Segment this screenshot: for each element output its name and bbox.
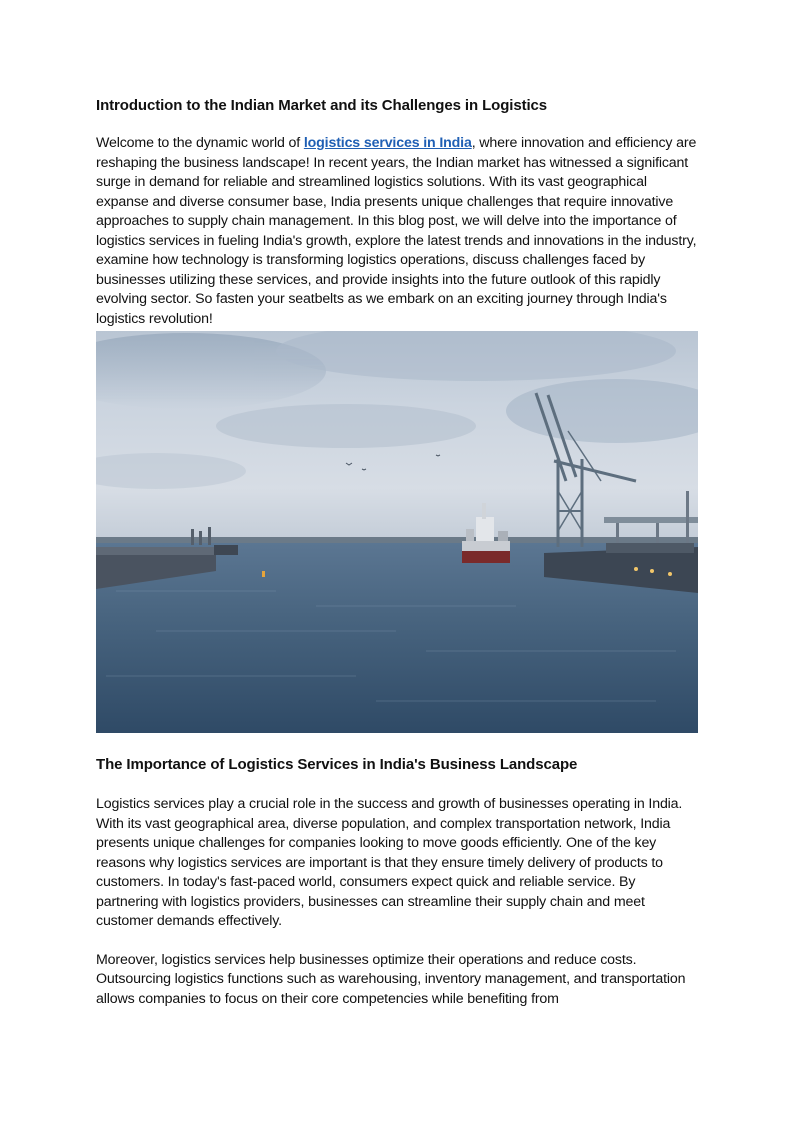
intro-text-end: , where innovation and efficiency are reshaping the business landscape! In recent years, the Indian market has witnessed a significant surge in demand for reliable and streamlined logistics solutions. With its vast geographical expanse and diverse consumer base, India presents unique challenges that require innovative approaches to supply chain management. In this blog post, we will delve into the importance of logistics services in fueling India's growth, explore the latest trends and innovations in the industry, examine how technology is transforming logistics operations, discuss challenges faced by businesses utilizing these services, and provide insights into the future outlook of this rapidly evolving sector. So fasten your seatbelts as we embark on an exciting journey through India's logistics revolution! xyxy=(96,135,697,327)
intro-paragraph xyxy=(96,134,698,329)
importance-paragraph-2: Moreover, logistics services help businesses optimize their operations and reduce costs. Outsourcing logistics functions such as warehousing, inventory management, and transportation allows companies to focus on their core competencies while benefiting from xyxy=(96,951,686,1007)
section-heading-intro: Introduction to the Indian Market and its Challenges in Logistics xyxy=(96,97,548,114)
buoy xyxy=(262,571,265,577)
port-harbor-photo xyxy=(96,331,698,733)
section-heading-importance: The Importance of Logistics Services in India's Business Landscape xyxy=(96,756,578,773)
document-content xyxy=(96,96,698,1009)
logistics-services-link[interactable]: logistics services in India xyxy=(303,135,472,151)
importance-paragraph-1: Logistics services play a crucial role in the success and growth of businesses operating in India. With its vast geographical area, diverse population, and complex transportation network, India presents unique challenges for companies looking to move goods efficiently. One of the key reasons why logistics services are important is that they ensure timely delivery of products to customers. In today's fast-paced world, consumers expect quick and reliable service. By partnering with logistics providers, businesses can streamline their supply chain and meet customer demands effectively. xyxy=(96,796,683,929)
intro-text-start: Welcome to the dynamic world of xyxy=(96,135,304,151)
